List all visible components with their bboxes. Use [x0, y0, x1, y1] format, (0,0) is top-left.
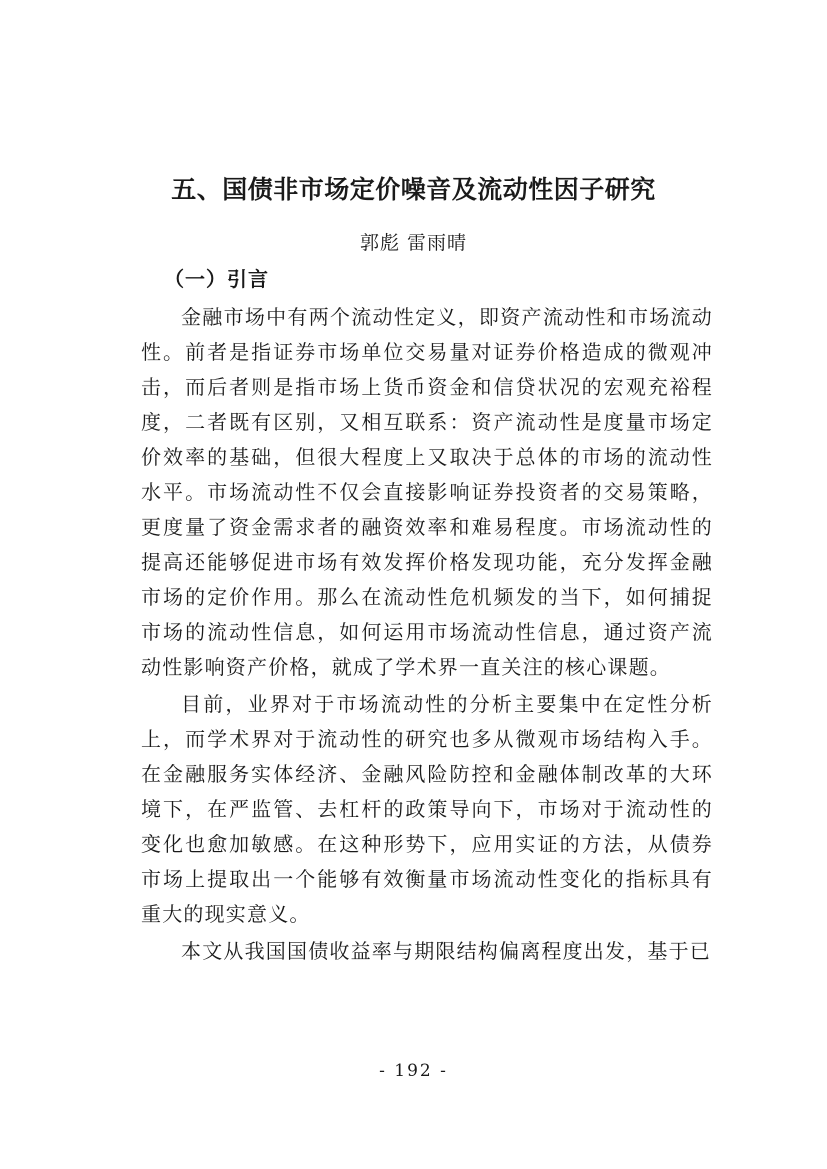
paragraph: 金融市场中有两个流动性定义，即资产流动性和市场流动性。前者是指证券市场单位交易量对证券价格造成的微观冲击，而后者则是指市场上货币资金和信贷状况的宏观充裕程度，二者既有区别，又相互联系：资产流动性是度量市场定价效率的基础，但很大程度上又取决于总体的市场的流动性水平。市场流动性不仅会直接影响证券投资者的交易策略，更度量了资金需求者的融资效率和难易程度。市场流动性的提高还能够促进市场有效发挥价格发现功能，充分发挥金融市场的定价作用。那么在流动性危机频发的当下，如何捕捉市场的流动性信息，如何运用市场流动性信息，通过资产流动性影响资产价格，就成了学术界一直关注的核心课题。	[141, 305, 713, 679]
body-text	[141, 300, 713, 971]
article-title: 五、国债非市场定价噪音及流动性因子研究	[171, 175, 656, 204]
authors: 郭彪 雷雨晴	[359, 232, 468, 254]
paragraph: 目前，业界对于市场流动性的分析主要集中在定性分析上，而学术界对于流动性的研究也多从微观市场结构入手。在金融服务实体经济、金融风险防控和金融体制改革的大环境下，在严监管、去杠杆的政策导向下，市场对于流动性的变化也愈加敏感。在这种形势下，应用实证的方法，从债券市场上提取出一个能够有效衡量市场流动性变化的指标具有重大的现实意义。	[141, 692, 713, 926]
paragraph: 本文从我国国债收益率与期限结构偏离程度出发，基于已	[181, 939, 711, 963]
page-number: - 192 -	[379, 1061, 448, 1081]
section-heading: （一）引言	[164, 267, 269, 291]
